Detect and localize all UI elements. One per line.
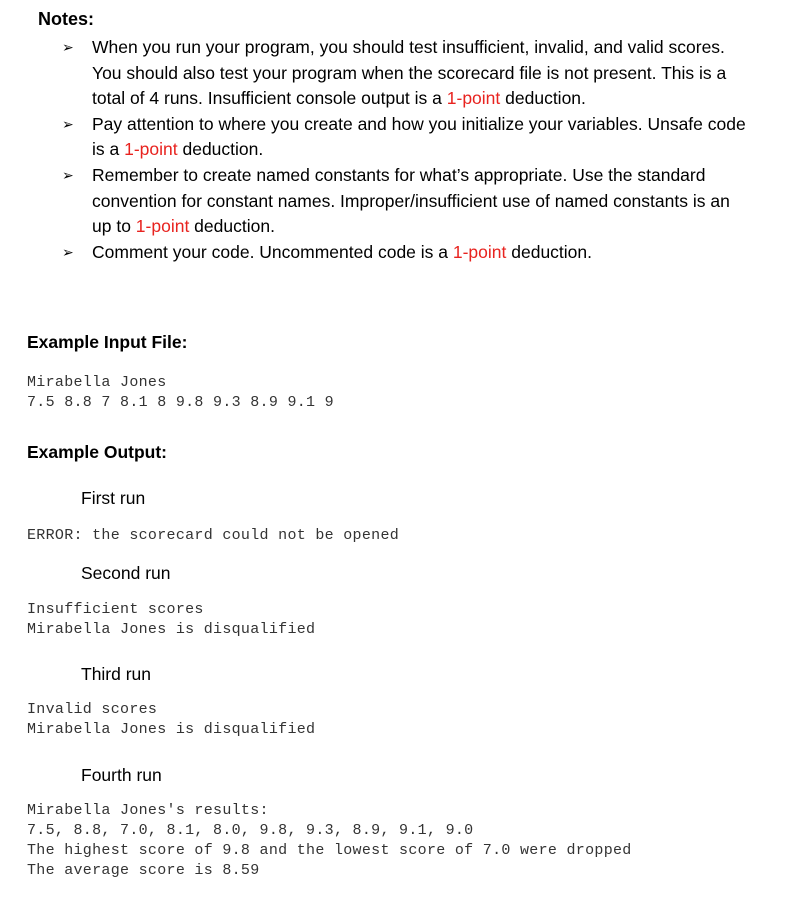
code-line: Mirabella Jones is disqualified (27, 721, 316, 738)
example-output-heading: Example Output: (27, 442, 168, 462)
code-line: Mirabella Jones's results: (27, 802, 269, 819)
run-label-first: First run (81, 488, 146, 508)
note-text: deduction. (506, 241, 593, 262)
code-line: The average score is 8.59 (27, 862, 260, 879)
run-output-second (27, 600, 667, 640)
code-line: Mirabella Jones (27, 374, 167, 391)
run-output-fourth (27, 801, 667, 881)
notes-heading: Notes: (38, 9, 95, 29)
example-input-heading: Example Input File: (27, 332, 188, 352)
run-output-third (27, 700, 667, 740)
note-text: Remember to create named constants for what’s appropriate. Use the standard convention for constant names. Improper/insufficient use of named constants is an up to (92, 164, 730, 237)
run-label-third: Third run (81, 664, 152, 684)
note-text: When you run your program, you should test insufficient, invalid, and valid scores. You should also test your program when the scorecard file is not present. This is a total of 4 runs. Insufficient console output is a (92, 37, 727, 109)
code-line: Insufficient scores (27, 601, 204, 618)
run-output-first (27, 526, 667, 546)
code-line: The highest score of 9.8 and the lowest score of 7.0 were dropped (27, 842, 632, 859)
note-highlight: 1-point (124, 139, 178, 160)
note-text: Pay attention to where you create and how you initialize your variables. Unsafe code is a (92, 113, 746, 160)
arrow-bullet-icon: ➢ (62, 243, 74, 260)
note-item (62, 163, 752, 240)
code-line: Mirabella Jones is disqualified (27, 621, 316, 638)
run-label-fourth: Fourth run (81, 765, 162, 785)
code-line: Invalid scores (27, 701, 158, 718)
code-line: ERROR: the scorecard could not be opened (27, 527, 400, 544)
note-item (62, 240, 752, 266)
note-text: deduction. (177, 139, 264, 160)
arrow-bullet-icon: ➢ (62, 115, 74, 132)
notes-list (62, 35, 752, 265)
note-highlight: 1-point (446, 88, 501, 109)
code-line: 7.5 8.8 7 8.1 8 9.8 9.3 8.9 9.1 9 (27, 394, 334, 411)
note-text: deduction. (189, 216, 275, 237)
arrow-bullet-icon: ➢ (62, 39, 74, 55)
note-text: deduction. (500, 88, 586, 109)
example-input-code (27, 373, 667, 413)
arrow-bullet-icon: ➢ (62, 166, 74, 183)
note-item (62, 35, 752, 112)
run-label-second: Second run (81, 563, 171, 583)
code-line: 7.5, 8.8, 7.0, 8.1, 8.0, 9.8, 9.3, 8.9, 9.1, 9.0 (27, 822, 474, 839)
note-highlight: 1-point (135, 216, 190, 237)
note-highlight: 1-point (452, 241, 507, 262)
note-text: Comment your code. Uncommented code is a (92, 241, 453, 262)
note-item (62, 112, 752, 163)
